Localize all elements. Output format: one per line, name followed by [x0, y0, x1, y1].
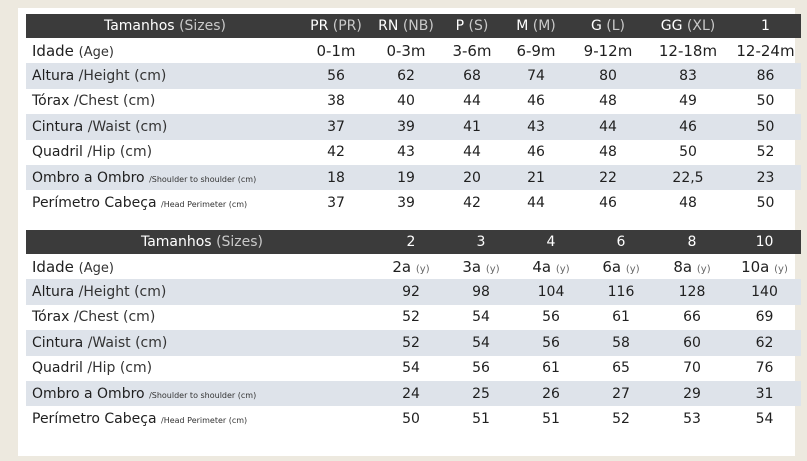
- measure-value: [302, 165, 370, 190]
- size-code: G: [590, 18, 602, 34]
- value-text: 62: [397, 68, 415, 85]
- measure-value: [376, 406, 446, 431]
- measure-value: [656, 356, 728, 381]
- sizes-label-pt: Tamanhos: [140, 234, 212, 250]
- measure-value: [586, 305, 656, 330]
- measure-value: [656, 254, 728, 279]
- size-code: 4: [546, 234, 556, 250]
- measure-value: [570, 140, 646, 165]
- measure-label: [26, 140, 302, 165]
- measure-value: [376, 356, 446, 381]
- value-text: 60: [683, 334, 701, 351]
- value-text: 46: [527, 93, 545, 110]
- size-code: 8: [687, 234, 697, 250]
- value-text: 50: [679, 144, 697, 161]
- measure-value: [570, 190, 646, 215]
- measure-name-pt: Ombro a Ombro: [32, 385, 145, 402]
- measure-value: [302, 190, 370, 215]
- value-text: 83: [679, 68, 697, 85]
- value-text: 51: [542, 411, 560, 428]
- size-column-header: [570, 14, 646, 38]
- value-text: 50: [756, 93, 775, 110]
- measure-value: [730, 165, 801, 190]
- measure-name-en: /Height (cm): [78, 284, 167, 301]
- measure-value: [302, 140, 370, 165]
- measure-label: [26, 330, 376, 355]
- value-text: 44: [527, 195, 545, 212]
- measure-label: [26, 279, 376, 304]
- measure-name-en: (Age): [78, 260, 114, 276]
- table-row: [26, 114, 801, 139]
- value-text: 43: [527, 118, 545, 135]
- size-code-en: (S): [468, 18, 489, 34]
- value-text: 49: [679, 93, 697, 110]
- value-text: 98: [472, 284, 490, 301]
- measure-value: [656, 330, 728, 355]
- table-row: [26, 381, 801, 406]
- size-table-babies: [26, 14, 801, 216]
- measure-value: [730, 114, 801, 139]
- measure-value: [728, 305, 801, 330]
- measure-label: [26, 305, 376, 330]
- value-text: 128: [678, 284, 706, 301]
- value-text: 44: [599, 118, 617, 135]
- measure-name-pt: Perímetro Cabeça: [32, 411, 157, 428]
- measure-value: [502, 114, 570, 139]
- size-code: RN: [378, 18, 399, 34]
- measure-value: [502, 38, 570, 63]
- value-text: 46: [527, 144, 545, 161]
- measure-value: [730, 38, 801, 63]
- measure-value: [442, 114, 502, 139]
- value-text: 86: [756, 68, 775, 85]
- size-code: 10: [755, 234, 774, 250]
- measure-value: [376, 305, 446, 330]
- measure-value: [376, 254, 446, 279]
- value-text: 8a: [673, 257, 693, 276]
- table-row: [26, 279, 801, 304]
- value-text: 53: [683, 411, 701, 428]
- value-text: 9-12m: [583, 41, 633, 60]
- value-text: 40: [397, 93, 415, 110]
- value-text: 42: [463, 195, 481, 212]
- table-row: [26, 89, 801, 114]
- measure-value: [442, 38, 502, 63]
- measure-value: [516, 305, 586, 330]
- measure-value: [646, 165, 730, 190]
- size-column-header: [730, 14, 801, 38]
- value-text: 18: [327, 169, 345, 186]
- measure-name-pt: Quadril: [32, 144, 83, 161]
- measure-value: [646, 63, 730, 88]
- measure-value: [376, 279, 446, 304]
- measure-value: [442, 63, 502, 88]
- measure-value: [370, 190, 442, 215]
- measure-name-pt: Altura: [32, 68, 75, 85]
- value-text: 48: [679, 195, 697, 212]
- value-text: 3-6m: [452, 41, 492, 60]
- measure-value: [376, 330, 446, 355]
- value-text: 92: [402, 284, 420, 301]
- value-text: 52: [756, 144, 775, 161]
- value-text: 61: [612, 309, 630, 326]
- measure-value: [586, 279, 656, 304]
- measure-label: [26, 254, 376, 279]
- value-text: 38: [327, 93, 345, 110]
- measure-name-pt: Idade: [32, 41, 74, 60]
- measure-value: [570, 38, 646, 63]
- value-text: 74: [527, 68, 545, 85]
- measure-name-en: /Chest (cm): [73, 309, 156, 326]
- value-text: 31: [755, 385, 774, 402]
- size-code: 1: [761, 18, 770, 34]
- measure-name-en: /Waist (cm): [87, 118, 168, 135]
- measure-label: [26, 114, 302, 139]
- measure-name-en: /Hip (cm): [87, 144, 153, 161]
- value-text: 69: [755, 309, 774, 326]
- measure-value: [302, 89, 370, 114]
- measure-name-en: /Head Perimeter (cm): [161, 416, 248, 426]
- measure-name-pt: Perímetro Cabeça: [32, 195, 157, 212]
- measure-value: [730, 190, 801, 215]
- value-text: 37: [327, 195, 345, 212]
- measure-name-en: /Hip (cm): [87, 360, 153, 377]
- measure-value: [730, 140, 801, 165]
- measure-value: [570, 114, 646, 139]
- value-text: 50: [756, 195, 775, 212]
- value-text: 2a: [392, 257, 412, 276]
- measure-name-pt: Altura: [32, 284, 75, 301]
- measure-name-pt: Quadril: [32, 360, 83, 377]
- measure-value: [370, 114, 442, 139]
- size-code-en: (PR): [332, 18, 362, 34]
- size-code: GG: [660, 18, 683, 34]
- value-text: 48: [599, 93, 617, 110]
- age-unit: (y): [415, 263, 430, 275]
- measure-label: [26, 381, 376, 406]
- measure-label: [26, 89, 302, 114]
- measure-value: [728, 356, 801, 381]
- measure-value: [656, 279, 728, 304]
- value-text: 66: [683, 309, 701, 326]
- measure-value: [516, 356, 586, 381]
- value-text: 56: [472, 360, 490, 377]
- measure-value: [586, 356, 656, 381]
- measure-value: [302, 114, 370, 139]
- table-row: [26, 330, 801, 355]
- measure-name-pt: Cintura: [32, 334, 84, 351]
- table-row: [26, 190, 801, 215]
- value-text: 0-1m: [316, 41, 356, 60]
- value-text: 51: [472, 411, 490, 428]
- value-text: 56: [542, 334, 560, 351]
- value-text: 24: [402, 385, 420, 402]
- table-row: [26, 63, 801, 88]
- value-text: 54: [755, 411, 774, 428]
- measure-value: [442, 190, 502, 215]
- measure-name-pt: Idade: [32, 257, 74, 276]
- value-text: 10a: [741, 257, 770, 276]
- header-row: [26, 230, 801, 254]
- value-text: 44: [463, 144, 481, 161]
- size-column-header: [656, 230, 728, 254]
- table-row: [26, 140, 801, 165]
- value-text: 43: [397, 144, 415, 161]
- value-text: 29: [683, 385, 701, 402]
- value-text: 39: [397, 195, 415, 212]
- value-text: 116: [607, 284, 635, 301]
- sizes-label-pt: Tamanhos: [103, 18, 175, 34]
- size-column-header: [442, 14, 502, 38]
- age-unit: (y): [555, 263, 570, 275]
- value-text: 56: [542, 309, 560, 326]
- value-text: 22,5: [672, 169, 704, 186]
- value-text: 140: [751, 284, 778, 301]
- table-row: [26, 406, 801, 431]
- measure-value: [586, 381, 656, 406]
- measure-value: [442, 89, 502, 114]
- value-text: 56: [327, 68, 345, 85]
- measure-value: [502, 140, 570, 165]
- value-text: 104: [537, 284, 565, 301]
- measure-name-en: /Height (cm): [78, 68, 167, 85]
- value-text: 80: [599, 68, 617, 85]
- measure-value: [516, 381, 586, 406]
- size-column-header: [586, 230, 656, 254]
- value-text: 58: [612, 334, 630, 351]
- value-text: 41: [463, 118, 481, 135]
- measure-value: [370, 89, 442, 114]
- value-text: 50: [756, 118, 775, 135]
- value-text: 76: [755, 360, 774, 377]
- value-text: 4a: [532, 257, 552, 276]
- value-text: 52: [612, 411, 630, 428]
- size-column-header: [370, 14, 442, 38]
- measure-value: [502, 63, 570, 88]
- measure-value: [570, 63, 646, 88]
- value-text: 25: [472, 385, 490, 402]
- measure-value: [302, 63, 370, 88]
- value-text: 54: [402, 360, 420, 377]
- measure-value: [370, 165, 442, 190]
- measure-value: [516, 330, 586, 355]
- measure-name-pt: Ombro a Ombro: [32, 169, 145, 186]
- measure-value: [376, 381, 446, 406]
- value-text: 23: [756, 169, 775, 186]
- value-text: 46: [679, 118, 697, 135]
- value-text: 46: [599, 195, 617, 212]
- header-row: [26, 14, 801, 38]
- size-column-header: [502, 14, 570, 38]
- measure-name-pt: Cintura: [32, 118, 84, 135]
- value-text: 61: [542, 360, 560, 377]
- measure-value: [502, 165, 570, 190]
- measure-value: [730, 63, 801, 88]
- measure-label: [26, 165, 302, 190]
- measure-label: [26, 38, 302, 63]
- measure-value: [446, 330, 516, 355]
- value-text: 6-9m: [516, 41, 556, 60]
- value-text: 21: [527, 169, 545, 186]
- measure-label: [26, 406, 376, 431]
- measure-value: [370, 140, 442, 165]
- value-text: 62: [755, 334, 774, 351]
- measure-name-en: /Shoulder to shoulder (cm): [149, 390, 257, 400]
- value-text: 19: [397, 169, 415, 186]
- measure-value: [302, 38, 370, 63]
- value-text: 37: [327, 118, 345, 135]
- measure-value: [502, 190, 570, 215]
- size-chart-page: [18, 8, 795, 456]
- size-column-header: [728, 230, 801, 254]
- measure-value: [446, 279, 516, 304]
- size-column-header: [302, 14, 370, 38]
- value-text: 27: [612, 385, 630, 402]
- size-column-header: [646, 14, 730, 38]
- measure-name-en: (Age): [78, 44, 114, 60]
- value-text: 44: [463, 93, 481, 110]
- table-row: [26, 356, 801, 381]
- measure-value: [646, 89, 730, 114]
- measure-label: [26, 190, 302, 215]
- size-code: 6: [616, 234, 626, 250]
- value-text: 26: [542, 385, 560, 402]
- measure-name-pt: Tórax: [32, 93, 70, 110]
- measure-value: [646, 38, 730, 63]
- measure-value: [516, 279, 586, 304]
- measure-value: [516, 406, 586, 431]
- value-text: 54: [472, 334, 490, 351]
- value-text: 50: [402, 411, 420, 428]
- measure-name-pt: Tórax: [32, 309, 70, 326]
- measure-value: [728, 279, 801, 304]
- size-table-kids: [26, 230, 801, 432]
- measure-value: [586, 254, 656, 279]
- table-row: [26, 254, 801, 279]
- value-text: 52: [402, 309, 420, 326]
- measure-value: [730, 89, 801, 114]
- value-text: 48: [599, 144, 617, 161]
- measure-name-en: /Shoulder to shoulder (cm): [149, 174, 257, 184]
- measure-value: [442, 140, 502, 165]
- measure-value: [442, 165, 502, 190]
- sizes-header-label: [26, 230, 376, 254]
- measure-value: [516, 254, 586, 279]
- size-column-header: [516, 230, 586, 254]
- value-text: 65: [612, 360, 630, 377]
- measure-value: [370, 63, 442, 88]
- measure-value: [502, 89, 570, 114]
- measure-value: [586, 406, 656, 431]
- size-code: 3: [476, 234, 486, 250]
- value-text: 22: [599, 169, 617, 186]
- measure-value: [656, 305, 728, 330]
- value-text: 52: [402, 334, 420, 351]
- measure-value: [728, 381, 801, 406]
- sizes-label-en: (Sizes): [216, 234, 264, 250]
- value-text: 42: [327, 144, 345, 161]
- measure-value: [446, 381, 516, 406]
- measure-value: [728, 406, 801, 431]
- value-text: 6a: [602, 257, 622, 276]
- measure-value: [446, 305, 516, 330]
- size-column-header: [376, 230, 446, 254]
- value-text: 54: [472, 309, 490, 326]
- size-code-en: (XL): [686, 18, 716, 34]
- measure-value: [728, 254, 801, 279]
- measure-value: [728, 330, 801, 355]
- measure-value: [570, 165, 646, 190]
- age-unit: (y): [625, 263, 640, 275]
- measure-value: [646, 140, 730, 165]
- value-text: 3a: [462, 257, 482, 276]
- measure-value: [570, 89, 646, 114]
- size-code-en: (L): [606, 18, 626, 34]
- measure-value: [446, 406, 516, 431]
- size-code-en: (M): [532, 18, 556, 34]
- measure-value: [656, 381, 728, 406]
- size-column-header: [446, 230, 516, 254]
- size-code: M: [516, 18, 529, 34]
- value-text: 68: [463, 68, 481, 85]
- size-code: PR: [310, 18, 329, 34]
- size-code: 2: [406, 234, 416, 250]
- size-code-en: (NB): [402, 18, 434, 34]
- measure-label: [26, 356, 376, 381]
- age-unit: (y): [485, 263, 500, 275]
- table-row: [26, 38, 801, 63]
- sizes-header-label: [26, 14, 302, 38]
- size-code: P: [455, 18, 465, 34]
- measure-value: [446, 254, 516, 279]
- age-unit: (y): [696, 263, 711, 275]
- measure-name-en: /Waist (cm): [87, 334, 168, 351]
- measure-value: [646, 190, 730, 215]
- measure-value: [446, 356, 516, 381]
- measure-name-en: /Head Perimeter (cm): [161, 200, 248, 210]
- measure-value: [656, 406, 728, 431]
- value-text: 0-3m: [386, 41, 426, 60]
- sizes-label-en: (Sizes): [179, 18, 227, 34]
- measure-value: [370, 38, 442, 63]
- measure-value: [646, 114, 730, 139]
- value-text: 12-24m: [736, 41, 795, 60]
- measure-name-en: /Chest (cm): [73, 93, 156, 110]
- table-row: [26, 305, 801, 330]
- value-text: 39: [397, 118, 415, 135]
- value-text: 70: [683, 360, 701, 377]
- table-row: [26, 165, 801, 190]
- measure-value: [586, 330, 656, 355]
- value-text: 12-18m: [658, 41, 718, 60]
- measure-label: [26, 63, 302, 88]
- value-text: 20: [463, 169, 481, 186]
- age-unit: (y): [774, 263, 788, 275]
